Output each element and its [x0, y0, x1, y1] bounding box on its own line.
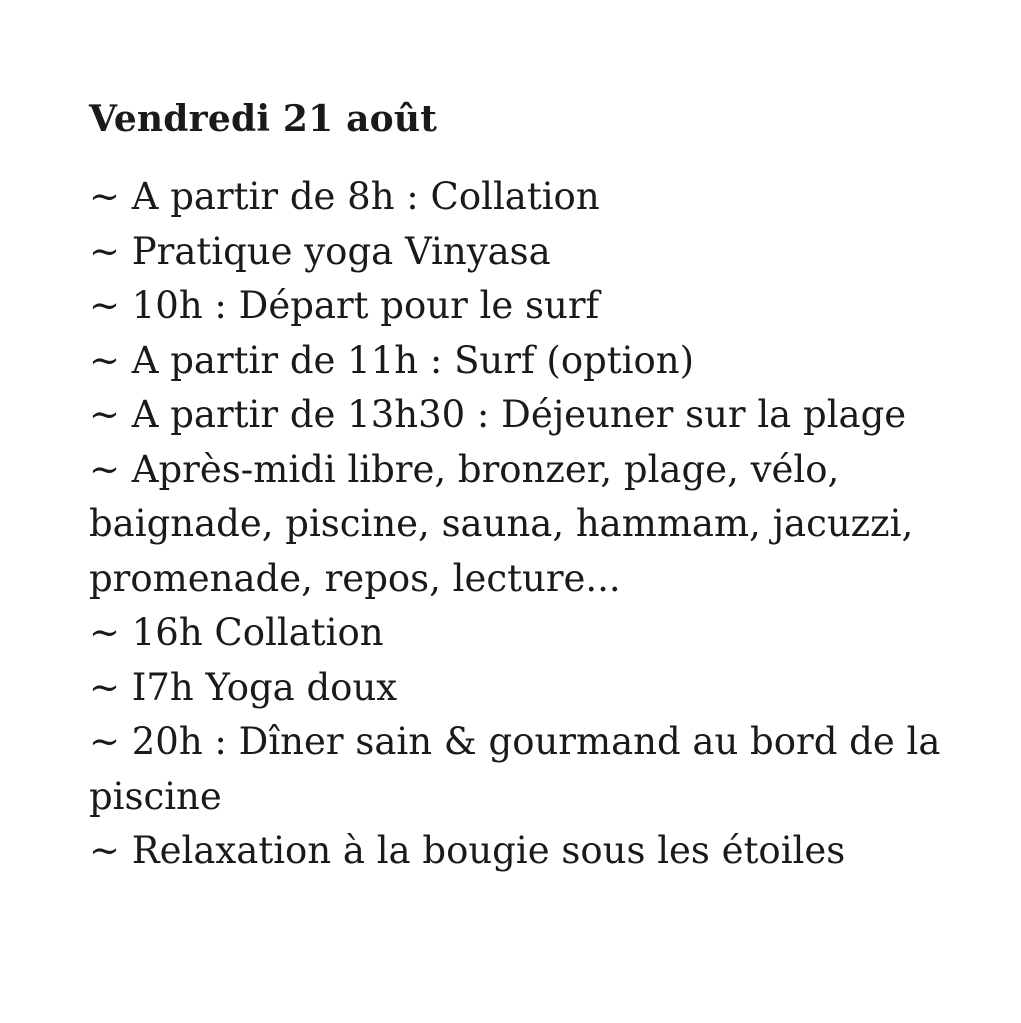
schedule-item-diner: ~ 20h : Dîner sain & gourmand au bord de la piscine: [89, 720, 941, 818]
schedule-list: [89, 170, 949, 879]
schedule-item-yoga-vinyasa: ~ Pratique yoga Vinyasa: [89, 229, 551, 273]
schedule-item-depart-surf: ~ 10h : Départ pour le surf: [89, 284, 600, 327]
schedule-item-surf-option: ~ A partir de 11h : Surf (option): [89, 338, 695, 382]
schedule-item-relaxation: ~ Relaxation à la bougie sous les étoiles: [89, 829, 846, 872]
schedule-item-dejeuner-plage: ~ A partir de 13h30 : Déjeuner sur la plage: [89, 393, 907, 436]
schedule-item-collation-16h: ~ 16h Collation: [89, 611, 384, 654]
schedule-item-yoga-doux: ~ I7h Yoga doux: [89, 665, 398, 709]
schedule-item-apres-midi-libre: ~ Après-midi libre, bronzer, plage, vélo, baignade, piscine, sauna, hammam, jacuzzi, promenade, repos, lecture...: [89, 447, 914, 600]
page-title: Vendredi 21 août: [89, 98, 438, 140]
schedule-item-collation-8h: ~ A partir de 8h : Collation: [89, 175, 600, 218]
